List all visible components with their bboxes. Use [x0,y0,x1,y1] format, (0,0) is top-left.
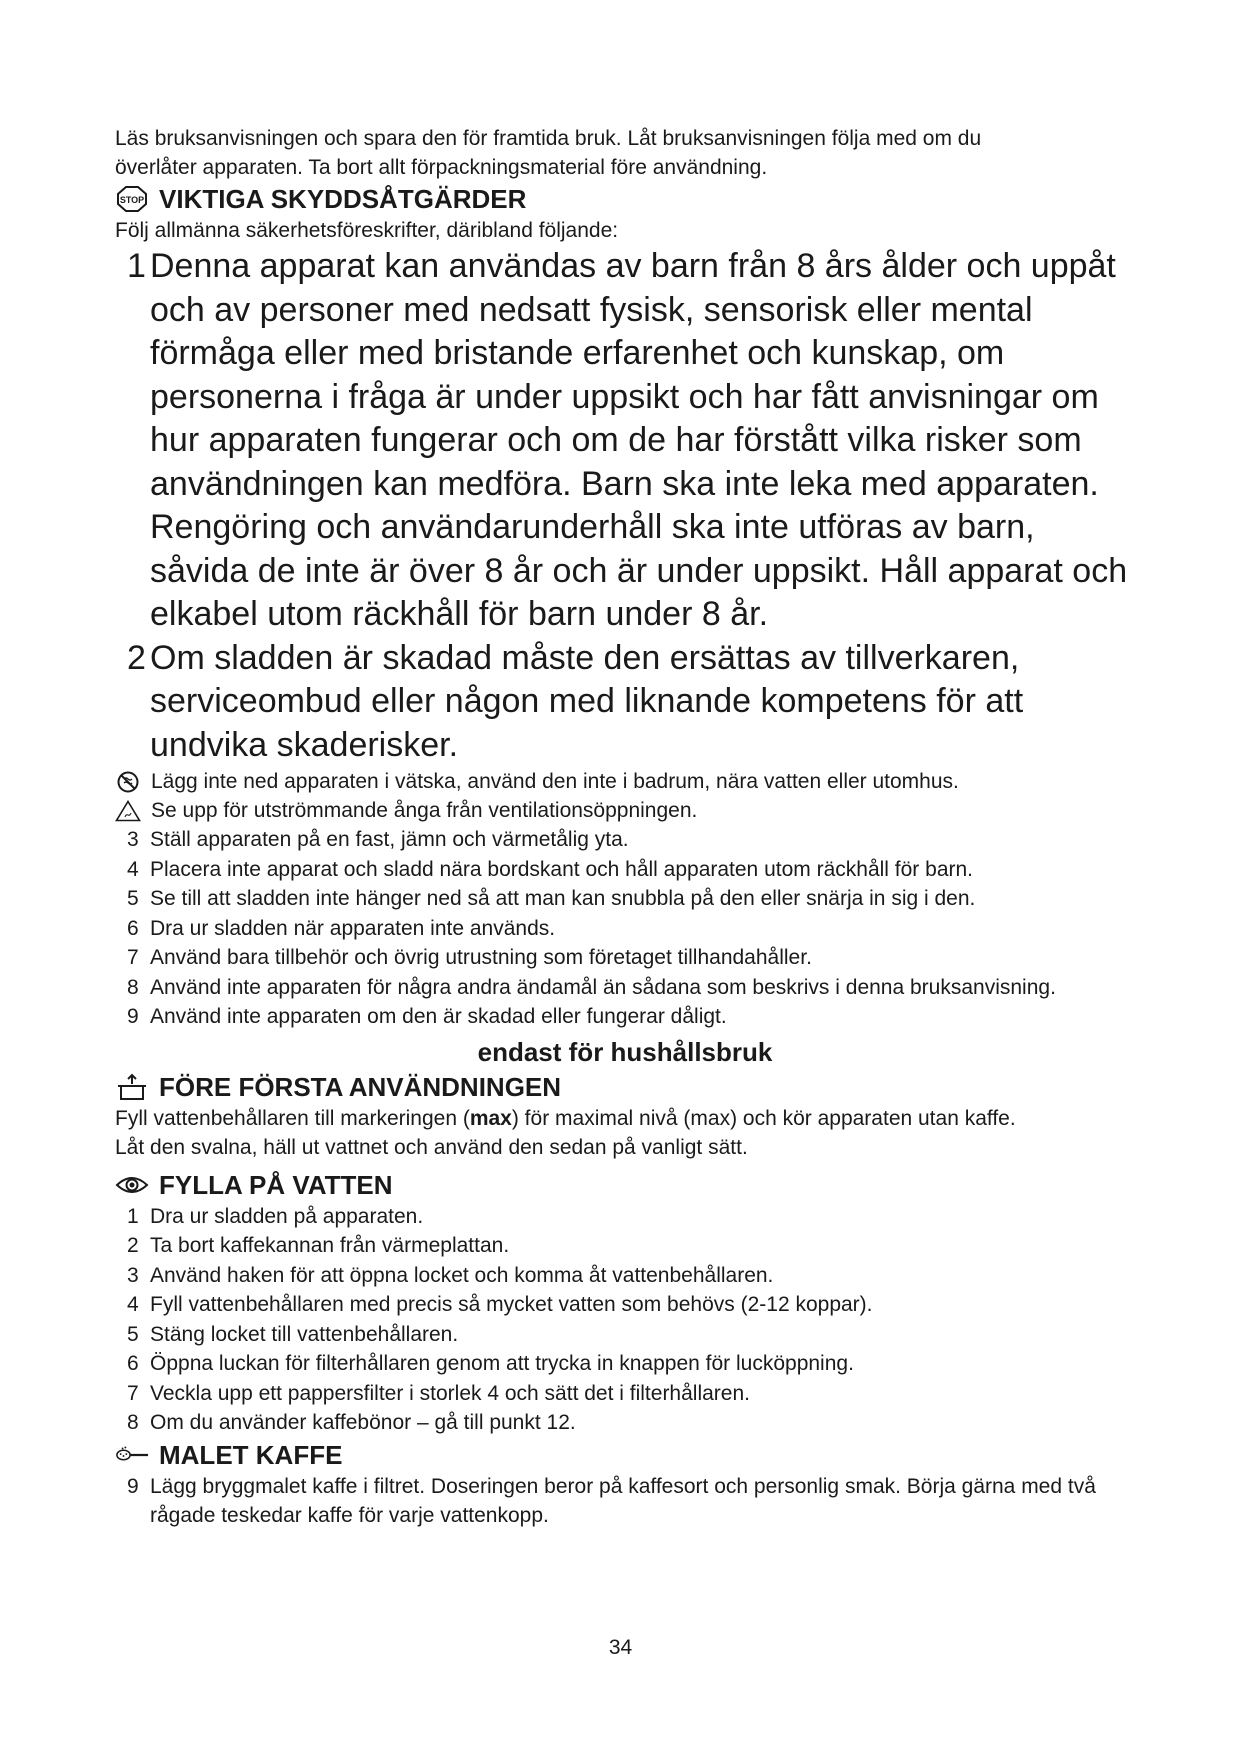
first-use-text-a: Fyll vattenbehållaren till markeringen ( [115,1106,470,1130]
item-number: 5 [127,887,139,910]
water-item-3 [127,1261,1135,1291]
ground-coffee-heading [115,1438,1135,1472]
household-notice: endast för hushållsbruk [477,1036,773,1067]
item-number: 4 [127,1293,139,1316]
water-item-5 [127,1320,1135,1350]
first-use-line-2: Låt den svalna, häll ut vattnet och använd den sedan på vanligt sätt. [115,1135,748,1159]
item-number: 7 [127,1381,139,1405]
item-text: Öppna luckan för filterhållaren genom att trycka in knappen för lucköppning. [150,1352,854,1375]
item-text: Ta bort kaffekannan från värmeplattan. [150,1234,510,1257]
safety-item-8 [127,973,1135,1003]
item-number: 3 [127,1263,139,1287]
manual-page [115,124,1135,1531]
first-use-title: FÖRE FÖRSTA ANVÄNDNINGEN [159,1071,562,1102]
item-number: 8 [127,975,139,999]
page-number: 34 [608,1636,633,1659]
first-use-text-b: ) för maximal nivå (max) och kör apparaten utan kaffe. [511,1106,1016,1130]
water-item-1 [127,1202,1135,1232]
item-number: 1 [127,1204,139,1228]
warning-steam-text: Se upp för utströmmande ånga från ventilationsöppningen. [151,799,698,822]
item-text: Veckla upp ett pappersfilter i storlek 4 och sätt det i filterhållaren. [150,1381,750,1405]
safety-item-3 [127,825,1135,855]
first-use-heading [115,1070,1135,1104]
eye-icon [115,1171,149,1199]
safety-heading [115,182,1135,216]
safety-item-2 [127,637,1135,768]
item-number: 6 [127,1352,139,1375]
item-number: 9 [127,1005,139,1028]
intro-line-1: Läs bruksanvisningen och spara den för framtida bruk. Låt bruksanvisningen följa med om du [115,127,982,150]
first-use-line-1 [115,1104,1135,1133]
item-number: 3 [127,828,139,851]
safety-title: VIKTIGA SKYDDSÅTGÄRDER [159,184,527,214]
item-text: Använd haken för att öppna locket och komma åt vattenbehållaren. [150,1263,774,1287]
no-water-icon [115,770,141,794]
item-number: 9 [127,1474,139,1498]
stop-sign-icon [115,185,149,213]
water-item-2 [127,1231,1135,1261]
item-text: Om sladden är skadad måste den ersättas av tillverkaren, serviceombud eller någon med liknande kompetens för att undvika skaderisker. [150,638,1024,764]
item-text: Om du använder kaffebönor – gå till punkt 12. [150,1411,576,1434]
item-text: Denna apparat kan användas av barn från 8 års ålder och uppåt och av personer med nedsatt fysisk, sensorisk eller mental förmåga eller med bristande erfarenhet och kunskap, om personerna i fråga är under uppsikt och har fått anvisningar om hur apparaten fungerar och om de har förstått vilka risker som användningen kan medföra. Barn ska inte leka med apparaten. Rengöring och användarunderhåll ska inte utföras av barn, såvida de inte är över 8 år och är under uppsikt. Håll apparat och elkabel utom räckhåll för barn under 8 år. [150,247,1128,633]
item-text: Stäng locket till vattenbehållaren. [150,1322,459,1346]
water-item-4 [127,1290,1135,1320]
intro-line-2: överlåter apparaten. Ta bort allt förpackningsmaterial före användning. [115,156,768,179]
warning-steam [115,796,1135,825]
item-text: Dra ur sladden när apparaten inte används. [150,916,556,940]
item-text: Ställ apparaten på en fast, jämn och värmetålig yta. [150,828,629,851]
max-label: max [469,1106,512,1130]
safety-item-6 [127,914,1135,944]
item-text: Använd bara tillbehör och övrig utrustning som företaget tillhandahåller. [150,946,812,969]
item-number: 4 [127,857,139,881]
item-text: Lägg bryggmalet kaffe i filtret. Doseringen beror på kaffesort och personlig smak. Börja gärna med två rågade teskedar kaffe för varje vattenkopp. [150,1474,1096,1527]
item-number: 2 [127,638,146,677]
water-title: FYLLA PÅ VATTEN [159,1169,393,1200]
item-text: Fyll vattenbehållaren med precis så mycket vatten som behövs (2-12 koppar). [150,1293,873,1316]
item-text: Se till att sladden inte hänger ned så att man kan snubbla på den eller snärja in sig i den. [150,887,976,910]
safety-item-1 [127,245,1135,637]
item-text: Använd inte apparaten för några andra ändamål än sådana som beskrivs i denna bruksanvisning. [150,975,1056,999]
item-text: Använd inte apparaten om den är skadad eller fungerar dåligt. [150,1005,727,1028]
item-number: 2 [127,1234,139,1257]
item-number: 6 [127,916,139,940]
item-number: 5 [127,1322,139,1346]
ground-coffee-title: MALET KAFFE [159,1439,343,1470]
coffee-spoon-icon [115,1441,149,1469]
safety-item-5 [127,884,1135,914]
safety-subtitle: Följ allmänna säkerhetsföreskrifter, däribland följande: [115,219,619,242]
water-item-8 [127,1408,1135,1438]
warning-no-water [115,767,1135,796]
safety-item-9 [127,1002,1135,1032]
unbox-icon [115,1073,149,1101]
item-number: 7 [127,946,139,969]
warning-no-water-text: Lägg inte ned apparaten i vätska, använd den inte i badrum, nära vatten eller utomhus. [151,770,959,793]
item-text: Dra ur sladden på apparaten. [150,1204,424,1228]
ground-item-9 [127,1472,1135,1531]
svg-text:STOP: STOP [119,195,145,205]
water-item-6 [127,1349,1135,1379]
item-number: 1 [127,247,146,285]
safety-item-4 [127,855,1135,885]
item-text: Placera inte apparat och sladd nära bordskant och håll apparaten utom räckhåll för barn. [150,857,973,881]
water-heading [115,1168,1135,1202]
item-number: 8 [127,1411,139,1434]
water-item-7 [127,1379,1135,1409]
safety-item-7 [127,943,1135,973]
warning-triangle-icon [115,799,141,823]
